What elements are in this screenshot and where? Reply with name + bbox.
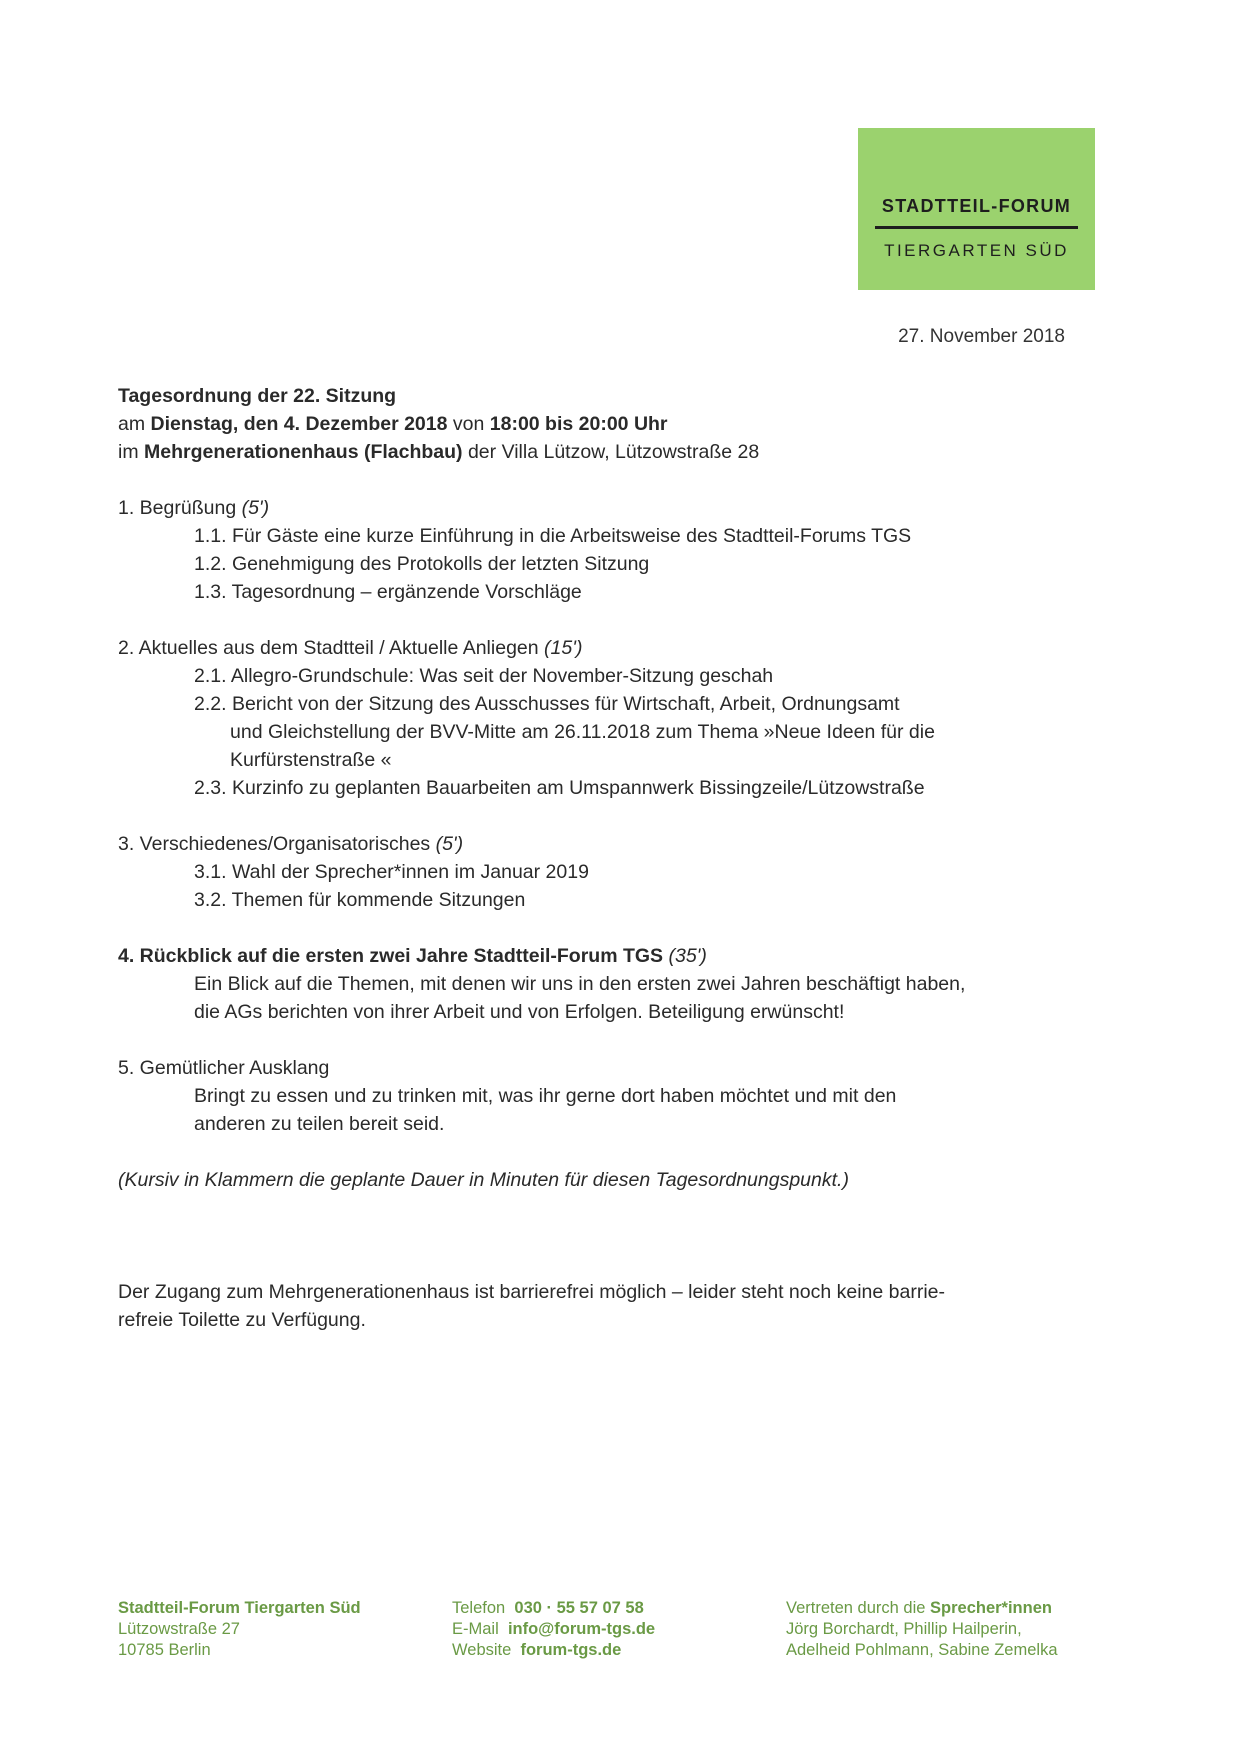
header-location-line: im Mehrgenerationenhaus (Flachbau) der Villa Lützow, Lützowstraße 28: [118, 441, 760, 463]
document-date: 27. November 2018: [898, 326, 1065, 347]
agenda-item-2: 2. Aktuelles aus dem Stadtteil / Aktuelle Anliegen (15'): [118, 637, 583, 659]
accessibility-note: Der Zugang zum Mehrgenerationenhaus ist barrierefrei möglich – leider steht noch keine barrie-: [118, 1281, 946, 1303]
agenda-subitem: 1.3. Tagesordnung – ergänzende Vorschläge: [194, 581, 582, 603]
agenda-subitem: 2.1. Allegro-Grundschule: Was seit der November-Sitzung geschah: [194, 665, 774, 687]
agenda-subitem: 2.3. Kurzinfo zu geplanten Bauarbeiten am Umspannwerk Bissingzeile/Lützowstraße: [194, 777, 925, 799]
agenda-subitem: 1.1. Für Gäste eine kurze Einführung in die Arbeitsweise des Stadtteil-Forums TGS: [194, 525, 912, 547]
footer-representatives: Vertreten durch die Sprecher*innen Jörg Borchardt, Phillip Hailperin, Adelheid Pohlmann, Sabine Zemelka: [786, 1599, 1058, 1659]
phone-number[interactable]: 030 · 55 57 07 58: [514, 1599, 644, 1617]
agenda-subitem-continuation: Kurfürstenstraße «: [230, 749, 392, 771]
agenda-item-5: 5. Gemütlicher Ausklang: [118, 1057, 330, 1079]
agenda-subitem: 1.2. Genehmigung des Protokolls der letzten Sitzung: [194, 553, 650, 575]
agenda-subitem: 3.2. Themen für kommende Sitzungen: [194, 889, 526, 911]
logo: [858, 128, 1095, 290]
agenda-item-3: 3. Verschiedenes/Organisatorisches (5'): [118, 833, 464, 855]
logo-subtitle: TIERGARTEN SÜD: [884, 241, 1069, 260]
representatives-line: Jörg Borchardt, Phillip Hailperin,: [786, 1620, 1022, 1638]
footer-org: [118, 1598, 361, 1661]
logo-divider: [875, 226, 1078, 229]
logo-title: STADTTEIL-FORUM: [881, 196, 1072, 216]
agenda-item-4: 4. Rückblick auf die ersten zwei Jahre Stadtteil-Forum TGS (35'): [118, 945, 707, 967]
header-title: Tagesordnung der 22. Sitzung: [118, 385, 397, 407]
agenda-description: Ein Blick auf die Themen, mit denen wir uns in den ersten zwei Jahren beschäftigt haben,: [194, 973, 966, 995]
agenda-description: die AGs berichten von ihrer Arbeit und von Erfolgen. Beteiligung erwünscht!: [194, 1001, 845, 1023]
accessibility-note: refreie Toilette zu Verfügung.: [118, 1309, 366, 1331]
footer-contact: Telefon 030 · 55 57 07 58 E-Mail info@forum-tgs.de Website forum-tgs.de: [452, 1599, 656, 1659]
duration-note: (Kursiv in Klammern die geplante Dauer in Minuten für diesen Tagesordnungspunkt.): [118, 1169, 849, 1191]
agenda-subitem-continuation: und Gleichstellung der BVV-Mitte am 26.11.2018 zum Thema »Neue Ideen für die: [230, 721, 935, 743]
agenda-subitem: 3.1. Wahl der Sprecher*innen im Januar 2019: [194, 861, 589, 883]
header-date-line: am Dienstag, den 4. Dezember 2018 von 18:00 bis 20:00 Uhr: [118, 413, 668, 435]
agenda-subitem: 2.2. Bericht von der Sitzung des Ausschusses für Wirtschaft, Arbeit, Ordnungsamt: [194, 693, 900, 715]
email-link[interactable]: info@forum-tgs.de: [507, 1620, 656, 1638]
website-link[interactable]: forum-tgs.de: [520, 1641, 622, 1659]
agenda-item-1: 1. Begrüßung (5'): [118, 497, 270, 519]
document-body: [118, 382, 1078, 1334]
org-city: 10785 Berlin: [118, 1641, 211, 1659]
agenda-description: Bringt zu essen und zu trinken mit, was ihr gerne dort haben möchtet und mit den: [194, 1085, 897, 1107]
representatives-line: Adelheid Pohlmann, Sabine Zemelka: [786, 1641, 1058, 1659]
agenda-description: anderen zu teilen bereit seid.: [194, 1113, 445, 1135]
org-name: Stadtteil-Forum Tiergarten Süd: [118, 1599, 361, 1617]
org-street: Lützowstraße 27: [118, 1620, 240, 1638]
